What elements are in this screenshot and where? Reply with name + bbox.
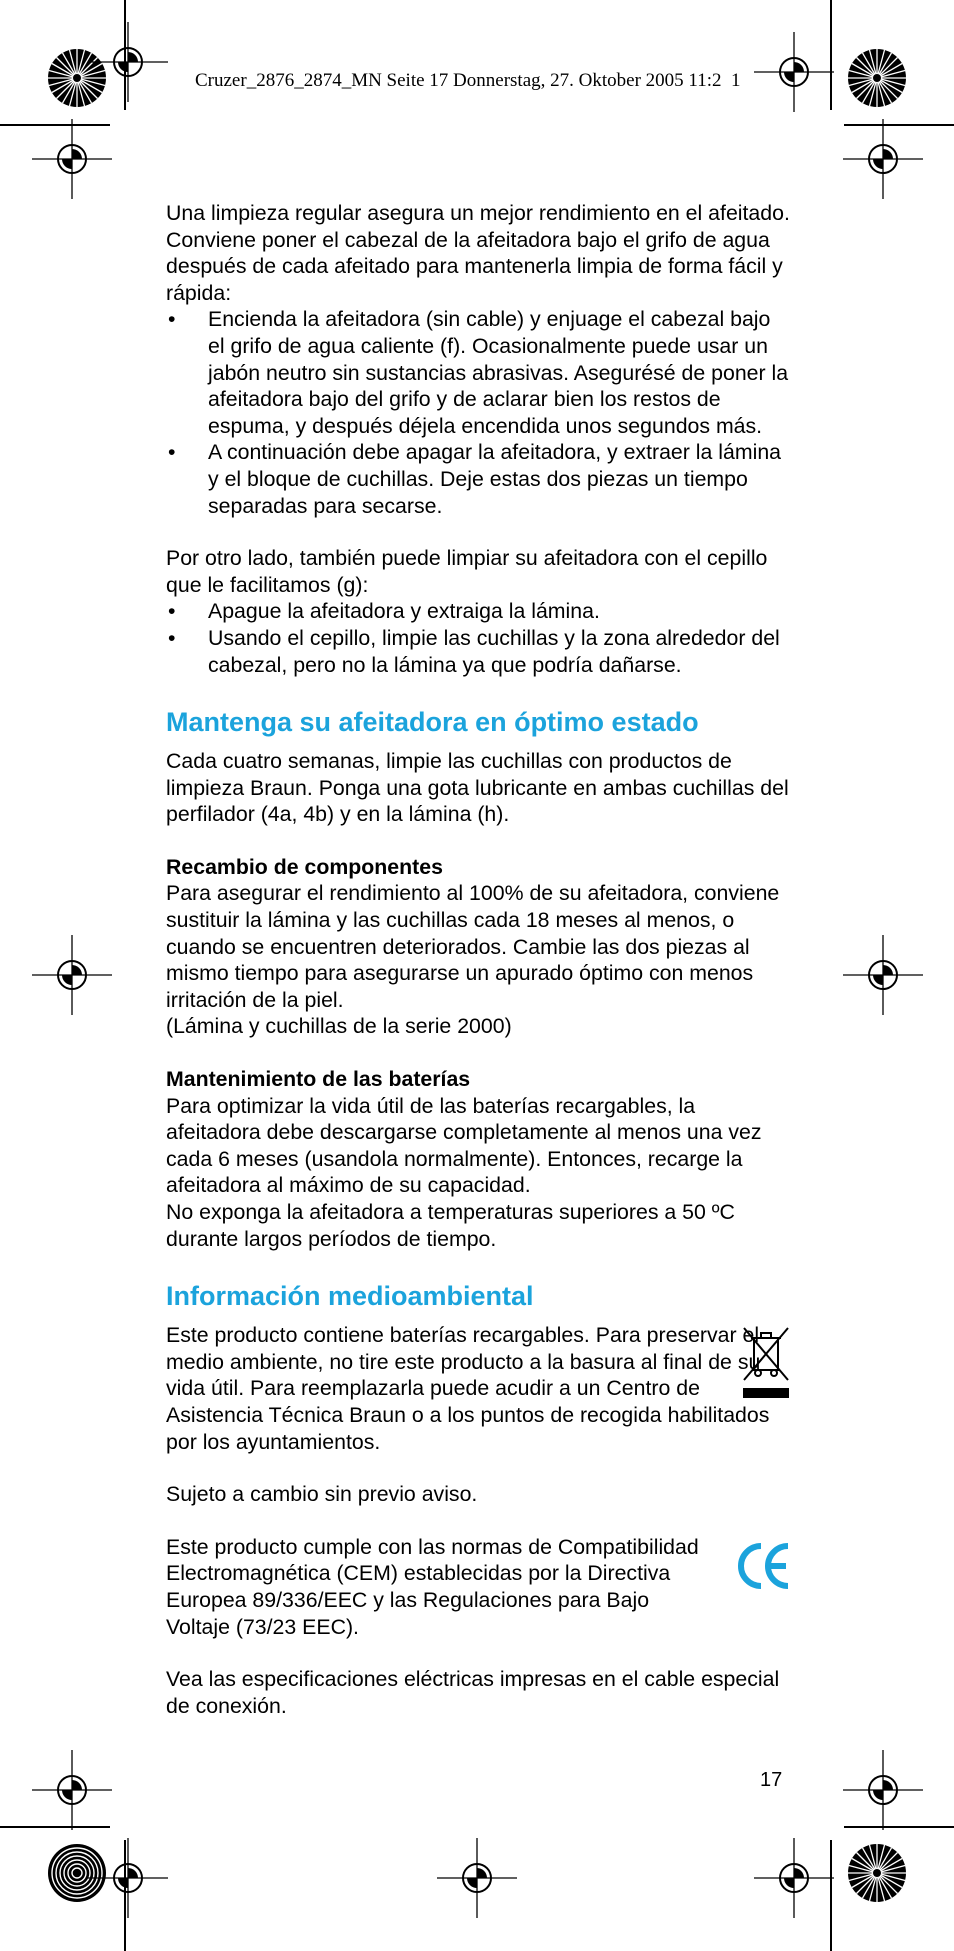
ce-paragraph: Este producto cumple con las normas de Compatibilidad Electromagnética (CEM) establecidas por la Directiva Europea 89/336/EEC y las Regulaciones para Bajo Voltaje (73/23 EEC). [166, 1534, 699, 1639]
subheading-battery: Mantenimiento de las baterías [166, 1067, 471, 1092]
battery-note: No exponga la afeitadora a temperaturas superiores a 50 ºC durante largos períodos de tiempo. [166, 1200, 735, 1251]
page-number: 17 [760, 1769, 783, 1791]
environment-block [166, 1322, 792, 1455]
print-header-slug: Cruzer_2876_2874_MN Seite 17 Donnerstag, 27. Oktober 2005 11:2 1 [195, 70, 741, 91]
intro-bullet-list [166, 306, 792, 519]
section-title-maintenance: Mantenga su afeitadora en óptimo estado [166, 707, 699, 738]
registration-mark-icon [32, 1750, 112, 1830]
specs-paragraph: Vea las especificaciones eléctricas impresas en el cable especial de conexión. [166, 1667, 780, 1718]
list-item: • Apague la afeitadora y extraiga la lámina. [166, 598, 792, 625]
parts-paragraph: Para asegurar el rendimiento al 100% de su afeitadora, conviene sustituir la lámina y las cuchillas cada 18 meses al menos, o cuando se encuentren deteriorados. Cambie las dos piezas al mismo tiempo para asegurarse un apurado óptimo con menos irritación de la piel. [166, 881, 780, 1012]
registration-mark-icon [437, 1838, 517, 1918]
ce-block [166, 1534, 792, 1640]
registration-mark-icon [32, 935, 112, 1015]
registration-mark-icon [843, 119, 923, 199]
list-item: • Encienda la afeitadora (sin cable) y enjuage el cabezal bajo el grifo de agua caliente (f). Ocasionalmente puede usar un jabón neutro sin sustancias abrasivas. Asegurésé de poner la afeitadora bajo del grifo y de aclarar bien los restos de espuma, y después déjela encendida unos segundos más. [166, 306, 792, 439]
registration-mark-icon [88, 22, 168, 102]
list-item: • Usando el cepillo, limpie las cuchillas y la zona alrededor del cabezal, pero no la lámina ya que podría dañarse. [166, 625, 792, 678]
brush-bullet-list [166, 598, 792, 678]
brush-paragraph: Por otro lado, también puede limpiar su afeitadora con el cepillo que le facilitamos (g): [166, 546, 768, 597]
environment-paragraph: Este producto contiene baterías recargables. Para preservar el medio ambiente, no tire este producto a la basura al final de su vida útil. Para reemplazarla puede acudir a un Centro de Asistencia Técnica Braun o a los puntos de recogida habilitados por los ayuntamientos. [166, 1323, 770, 1454]
registration-mark-icon [88, 1838, 168, 1918]
list-item: • A continuación debe apagar la afeitadora, y extraer la lámina y el bloque de cuchillas. Deje estas dos piezas un tiempo separadas para secarse. [166, 439, 792, 519]
subheading-parts: Recambio de componentes [166, 854, 443, 879]
registration-mark-icon [843, 935, 923, 1015]
registration-mark-icon [32, 119, 112, 199]
ce-mark-icon [736, 1540, 792, 1592]
notice-text: Sujeto a cambio sin previo aviso. [166, 1482, 478, 1507]
parts-note: (Lámina y cuchillas de la serie 2000) [166, 1014, 512, 1039]
section-title-environment: Información medioambiental [166, 1281, 534, 1312]
crossed-out-wheelie-bin-icon [740, 1326, 792, 1400]
starburst-target-icon [847, 48, 907, 108]
registration-mark-icon [754, 1838, 834, 1918]
starburst-target-icon [847, 1843, 907, 1903]
battery-paragraph: Para optimizar la vida útil de las baterías recargables, la afeitadora debe descargarse completamente al menos una vez cada 6 meses (usandola normalmente). Entonces, recarge la afeitadora al máximo de su capacidad. [166, 1093, 762, 1198]
registration-mark-icon [843, 1750, 923, 1830]
page-content [166, 200, 792, 1719]
maintenance-paragraph: Cada cuatro semanas, limpie las cuchillas con productos de limpieza Braun. Ponga una gota lubricante en ambas cuchillas del perfilador (4a, 4b) y en la lámina (h). [166, 749, 789, 827]
intro-paragraph: Una limpieza regular asegura un mejor rendimiento en el afeitado. Conviene poner el cabezal de la afeitadora bajo el grifo de agua después de cada afeitado para mantenerla limpia de forma fácil y rápida: [166, 201, 790, 305]
